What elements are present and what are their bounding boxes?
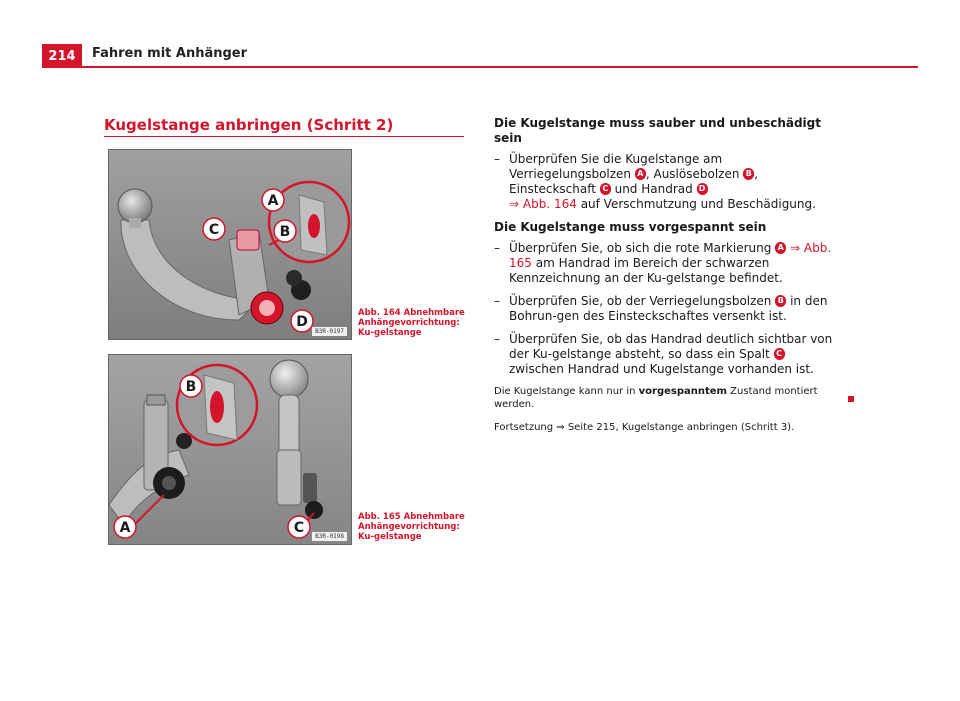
text: Überprüfen Sie die Kugelstange am Verriegelungsbolzen [509,152,723,181]
text: , Einsteckschaft [509,167,759,196]
figure-165-illustration [109,355,351,544]
figure-link-164[interactable]: ⇒ Abb. 164 [509,197,577,211]
list-dash: – [494,152,500,166]
figure-165 [108,354,352,545]
text: in den Bohrun-gen des Einsteckschaftes versenkt ist. [509,294,828,323]
text: am Handrad im Bereich der schwarzen Kennzeichnung an der Ku-gelstange befindet. [509,256,783,285]
figure-165-code: B3R-0198 [312,532,347,541]
text: Überprüfen Sie, ob das Handrad deutlich sichtbar von der Ku-gelstange absteht, so dass ein Spalt [509,332,833,361]
subheading-clean: Die Kugelstange muss sauber und unbeschädigt sein [494,116,821,145]
figure-165-label-a: A [119,520,131,536]
text: auf Verschmutzung und Beschädigung. [580,197,816,211]
list-dash: – [494,241,500,255]
figure-165-caption: Abb. 165 Abnehmbare Anhängevorrichtung: Ku-gelstange [358,512,465,542]
text: Die Kugelstange kann nur in [494,386,636,397]
key-badge: D [697,183,708,195]
figure-164-code: B3R-0197 [312,327,347,336]
figure-164-caption: Abb. 164 Abnehmbare Anhängevorrichtung: Ku-gelstange [358,308,465,338]
instructions-column [494,116,834,434]
list-dash: – [494,332,500,346]
list-item [494,241,834,286]
key-badge: B [743,168,754,180]
note-text [494,385,834,411]
text: und Handrad [614,182,693,196]
key-badge: C [600,183,611,195]
text: Zustand montiert werden. [494,386,818,410]
subheading-pretension: Die Kugelstange muss vorgespannt sein [494,220,767,234]
running-header-title: Fahren mit Anhänger [92,46,248,61]
figure-165-label-b: B [185,379,197,395]
figure-164 [108,149,352,340]
continuation-link[interactable]: Fortsetzung ⇒ Seite 215, Kugelstange anbringen (Schritt 3). [494,422,795,433]
figure-link-165[interactable]: ⇒ Abb. 165 [509,241,832,270]
section-title: Kugelstange anbringen (Schritt 2) [104,116,394,134]
header-rule [82,66,918,68]
key-badge: B [775,295,786,307]
list-dash: – [494,294,500,308]
list-item [494,332,834,377]
list-item [494,152,834,212]
text: Überprüfen Sie, ob sich die rote Markierung [509,241,772,255]
text: Überprüfen Sie, ob der Verriegelungsbolzen [509,294,772,308]
emphasis: vorgespanntem [638,386,727,397]
figure-164-label-c: C [208,222,220,238]
key-badge: A [775,242,786,254]
figure-164-label-d: D [296,314,308,330]
figure-164-label-a: A [267,193,279,209]
figure-164-illustration [109,150,351,339]
key-badge: A [635,168,646,180]
key-badge: C [774,348,785,360]
list-item [494,294,834,324]
text: , Auslösebolzen [645,167,740,181]
section-rule [104,136,464,137]
text: zwischen Handrad und Kugelstange vorhanden ist. [509,362,814,376]
figure-164-label-b: B [279,224,291,240]
page-number: 214 [42,44,82,68]
section-end-marker [848,396,854,402]
figure-165-label-c: C [293,520,305,536]
